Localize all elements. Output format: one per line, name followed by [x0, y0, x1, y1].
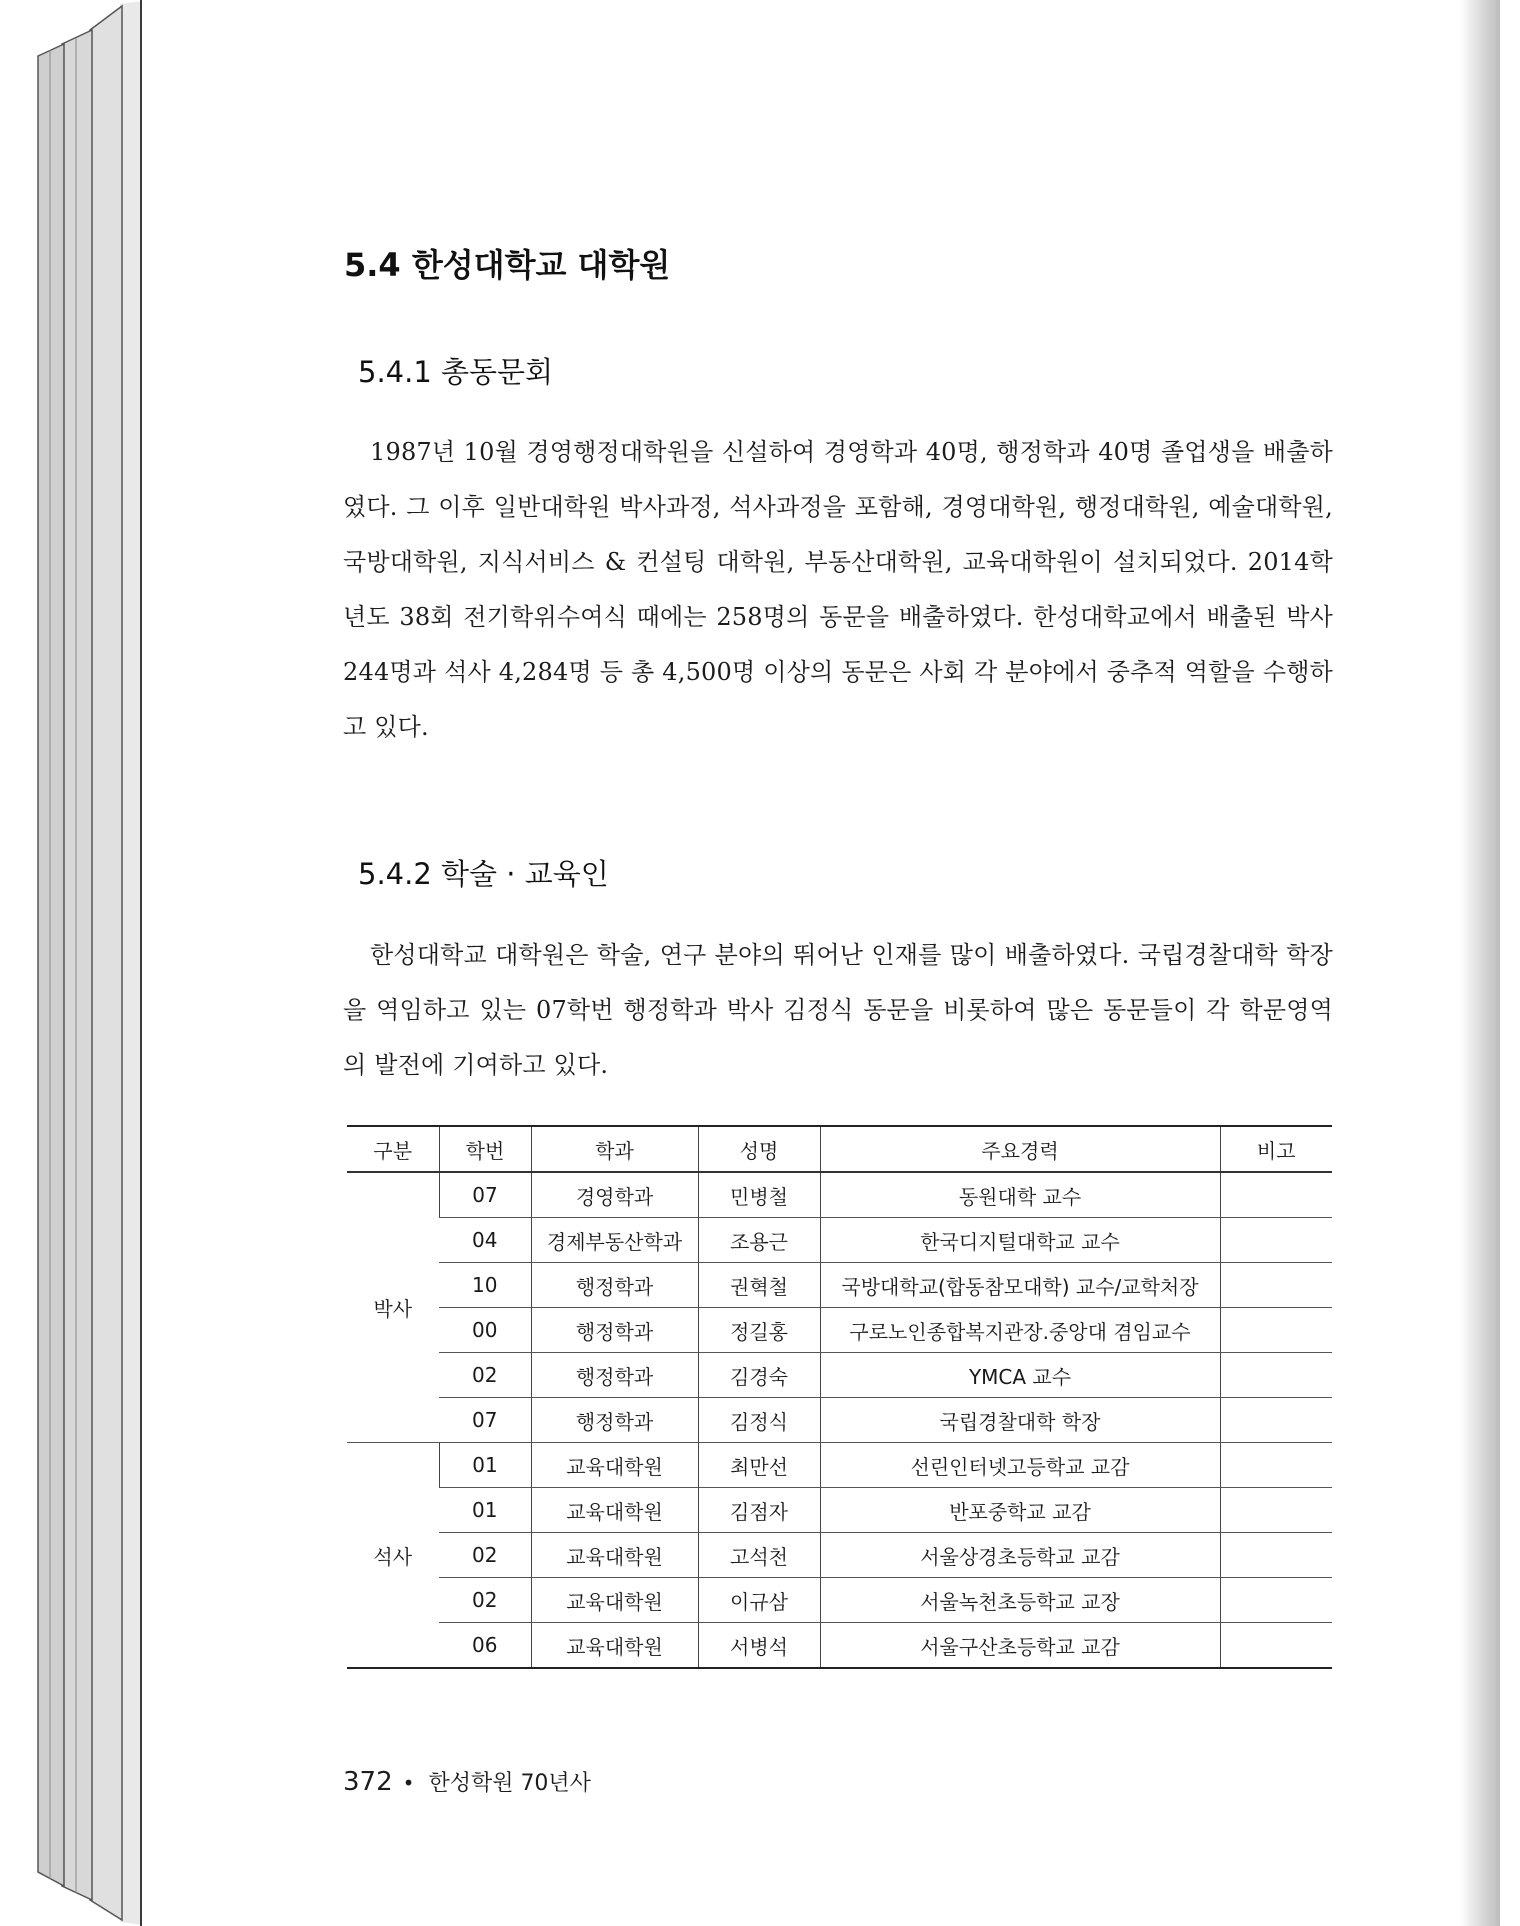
- table-header-row: [347, 1126, 1332, 1172]
- cell-department: 경영학과: [531, 1172, 698, 1218]
- cell-note: [1220, 1443, 1332, 1488]
- cell-career: 한국디지털대학교 교수: [820, 1218, 1220, 1263]
- cell-class-year: 07: [439, 1172, 531, 1218]
- page-right-shadow: [1460, 0, 1500, 1926]
- header-class-year: 학번: [439, 1126, 531, 1172]
- footer-separator: •: [402, 1771, 415, 1795]
- cell-note: [1220, 1578, 1332, 1623]
- table-row: [347, 1488, 1332, 1533]
- cell-name: 권혁철: [698, 1263, 820, 1308]
- cell-department: 교육대학원: [531, 1443, 698, 1488]
- table-row: [347, 1263, 1332, 1308]
- cell-career: YMCA 교수: [820, 1353, 1220, 1398]
- cell-department: 행정학과: [531, 1308, 698, 1353]
- cell-class-year: 07: [439, 1398, 531, 1443]
- cell-note: [1220, 1398, 1332, 1443]
- cell-name: 민병철: [698, 1172, 820, 1218]
- book-page-edges: [0, 0, 150, 1926]
- page-number: 372: [343, 1767, 393, 1797]
- table-row: [347, 1533, 1332, 1578]
- cell-class-year: 02: [439, 1578, 531, 1623]
- cell-note: [1220, 1172, 1332, 1218]
- cell-department: 교육대학원: [531, 1578, 698, 1623]
- header-department: 학과: [531, 1126, 698, 1172]
- group-label-masters: 석사: [347, 1443, 439, 1669]
- table-row: [347, 1353, 1332, 1398]
- table-row: [347, 1623, 1332, 1669]
- graduates-table: [347, 1125, 1332, 1669]
- cell-name: 김점자: [698, 1488, 820, 1533]
- header-category: 구분: [347, 1126, 439, 1172]
- cell-name: 김정식: [698, 1398, 820, 1443]
- paragraph-academics: 한성대학교 대학원은 학술, 연구 분야의 뛰어난 인재를 많이 배출하였다. 국립경찰대학 학장을 역임하고 있는 07학번 행정학과 박사 김정식 동문을 비롯하여 많은 동문들이 각 학문영역의 발전에 기여하고 있다.: [343, 941, 1333, 1079]
- cell-career: 서울상경초등학교 교감: [820, 1533, 1220, 1578]
- cell-note: [1220, 1623, 1332, 1669]
- section-title: 5.4 한성대학교 대학원: [344, 246, 671, 284]
- cell-career: 국립경찰대학 학장: [820, 1398, 1220, 1443]
- cell-name: 정길홍: [698, 1308, 820, 1353]
- cell-career: 서울구산초등학교 교감: [820, 1623, 1220, 1669]
- cell-department: 행정학과: [531, 1263, 698, 1308]
- cell-career: 선린인터넷고등학교 교감: [820, 1443, 1220, 1488]
- cell-career: 반포중학교 교감: [820, 1488, 1220, 1533]
- table-row: [347, 1218, 1332, 1263]
- cell-class-year: 01: [439, 1443, 531, 1488]
- header-career: 주요경력: [820, 1126, 1220, 1172]
- cell-career: 동원대학 교수: [820, 1172, 1220, 1218]
- cell-name: 이규삼: [698, 1578, 820, 1623]
- cell-department: 교육대학원: [531, 1533, 698, 1578]
- cell-class-year: 04: [439, 1218, 531, 1263]
- paragraph-alumni: 1987년 10월 경영행정대학원을 신설하여 경영학과 40명, 행정학과 40명 졸업생을 배출하였다. 그 이후 일반대학원 박사과정, 석사과정을 포함해, 경영대학원, 행정대학원, 예술대학원, 국방대학원, 지식서비스 & 컨설팅 대학원, 부동산대학원, 교육대학원이 설치되었다. 2014학년도 38회 전기학위수여식 때에는 258명의 동문을 배출하였다. 한성대학교에서 배출된 박사 244명과 석사 4,284명 등 총 4,500명 이상의 동문은 사회 각 분야에서 중추적 역할을 수행하고 있다.: [343, 438, 1333, 741]
- cell-department: 행정학과: [531, 1353, 698, 1398]
- group-label-doctorate: 박사: [347, 1172, 439, 1443]
- cell-note: [1220, 1263, 1332, 1308]
- cell-career: 서울녹천초등학교 교장: [820, 1578, 1220, 1623]
- cell-note: [1220, 1218, 1332, 1263]
- cell-name: 고석천: [698, 1533, 820, 1578]
- table-row: [347, 1172, 1332, 1218]
- cell-name: 서병석: [698, 1623, 820, 1669]
- table-row: [347, 1398, 1332, 1443]
- subsection-title-alumni: 5.4.1 총동문회: [358, 355, 554, 389]
- cell-name: 김경숙: [698, 1353, 820, 1398]
- cell-name: 최만선: [698, 1443, 820, 1488]
- header-name: 성명: [698, 1126, 820, 1172]
- cell-name: 조용근: [698, 1218, 820, 1263]
- book-title: 한성학원 70년사: [428, 1771, 591, 1796]
- cell-department: 경제부동산학과: [531, 1218, 698, 1263]
- cell-class-year: 02: [439, 1533, 531, 1578]
- cell-class-year: 06: [439, 1623, 531, 1669]
- cell-class-year: 02: [439, 1353, 531, 1398]
- table-row: [347, 1443, 1332, 1488]
- cell-class-year: 01: [439, 1488, 531, 1533]
- cell-career: 구로노인종합복지관장.중앙대 겸임교수: [820, 1308, 1220, 1353]
- header-note: 비고: [1220, 1126, 1332, 1172]
- subsection-title-academics: 5.4.2 학술 · 교육인: [358, 857, 609, 891]
- cell-note: [1220, 1353, 1332, 1398]
- cell-career: 국방대학교(합동참모대학) 교수/교학처장: [820, 1263, 1220, 1308]
- cell-department: 교육대학원: [531, 1488, 698, 1533]
- page-footer: [343, 1766, 591, 1797]
- table-row: [347, 1578, 1332, 1623]
- cell-department: 행정학과: [531, 1398, 698, 1443]
- table-row: [347, 1308, 1332, 1353]
- cell-note: [1220, 1308, 1332, 1353]
- cell-note: [1220, 1533, 1332, 1578]
- cell-class-year: 00: [439, 1308, 531, 1353]
- cell-note: [1220, 1488, 1332, 1533]
- cell-department: 교육대학원: [531, 1623, 698, 1669]
- cell-class-year: 10: [439, 1263, 531, 1308]
